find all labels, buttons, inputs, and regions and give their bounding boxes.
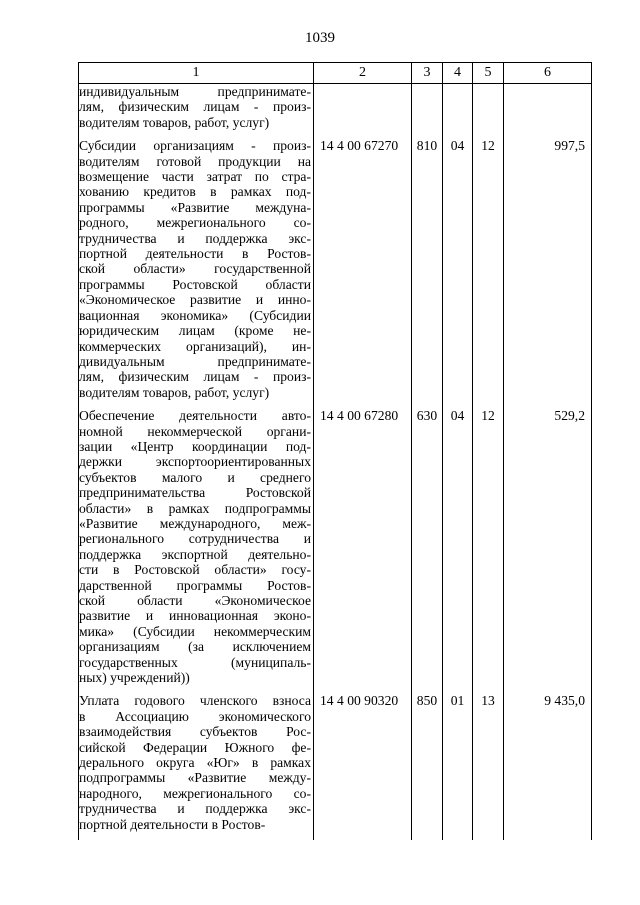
- description-line: взаимодействия субъектов Рос-: [79, 724, 311, 740]
- header-col-1: 1: [79, 63, 314, 84]
- row-rz: 04: [443, 138, 473, 408]
- description-line: организациям (за исключением: [79, 639, 311, 655]
- description-line: родного, межрегионального со-: [79, 215, 311, 231]
- table-row: [79, 408, 592, 693]
- description-line: «Развитие международного, меж-: [79, 515, 311, 531]
- table-header: [79, 63, 592, 84]
- table-body: [79, 84, 592, 841]
- header-col-4: 4: [443, 63, 473, 84]
- table-row: [79, 84, 592, 139]
- description-line: сийской Федерации Южного фе-: [79, 739, 311, 755]
- description-line: трудничества и поддержка экс-: [79, 230, 311, 246]
- description-line: государственных (муниципаль-: [79, 654, 311, 670]
- description-line: программы «Развитие междуна-: [79, 199, 311, 215]
- description-line: возмещение части затрат по стра-: [79, 169, 311, 185]
- description-line: в Ассоциацию экономического: [79, 708, 311, 724]
- description-line: ных) учреждений)): [79, 670, 190, 686]
- description-line: портной деятельности в Ростов-: [79, 816, 266, 832]
- row-amount: 997,5: [504, 138, 592, 408]
- header-col-2: 2: [314, 63, 412, 84]
- description-line: зации «Центр координации под-: [79, 438, 311, 454]
- description-line: дарственной программы Ростов-: [79, 577, 311, 593]
- row-description: [79, 138, 314, 408]
- row-rz: [443, 84, 473, 139]
- row-pr: 12: [473, 408, 504, 693]
- row-rz: 01: [443, 693, 473, 840]
- row-description: [79, 84, 314, 139]
- description-line: дерального округа «Юг» в рамках: [79, 755, 311, 771]
- description-line: предпринимательства Ростовской: [79, 485, 311, 501]
- row-amount: 529,2: [504, 408, 592, 693]
- row-amount: 9 435,0: [504, 693, 592, 840]
- description-line: хованию кредитов в рамках под-: [79, 184, 311, 200]
- description-line: коммерческих организаций), ин-: [79, 338, 311, 354]
- description-line: программы Ростовской области: [79, 276, 311, 292]
- description-line: индивидуальным предпринимате-: [79, 84, 311, 99]
- description-line: лям, физическим лицам - произ-: [79, 369, 311, 385]
- description-line: регионального сотрудничества и: [79, 531, 311, 547]
- row-vr: 810: [412, 138, 443, 408]
- row-code: 14 4 00 67280: [314, 408, 412, 693]
- description-line: сти в Ростовской области» госу-: [79, 562, 311, 578]
- row-amount: [504, 84, 592, 139]
- table-row: [79, 693, 592, 840]
- row-code: 14 4 00 90320: [314, 693, 412, 840]
- description-line: дивидуальным предпринимате-: [79, 353, 311, 369]
- description-line: развитие и инновационная эконо-: [79, 608, 311, 624]
- row-description: [79, 693, 314, 840]
- header-row: [79, 63, 592, 84]
- description-line: портной деятельности в Ростов-: [79, 246, 311, 262]
- budget-table: [78, 62, 592, 840]
- description-line: ской области «Экономическое: [79, 593, 311, 608]
- description-line: водителям товаров, работ, услуг): [79, 384, 270, 400]
- description-line: Уплата годового членского взноса: [79, 693, 311, 709]
- description-line: подпрограммы «Развитие между-: [79, 770, 311, 786]
- description-line: номной некоммерческой органи-: [79, 423, 311, 439]
- row-vr: [412, 84, 443, 139]
- description-line: держки экспортоориентированных: [79, 454, 311, 470]
- description-line: народного, межрегионального со-: [79, 785, 311, 801]
- row-code: 14 4 00 67270: [314, 138, 412, 408]
- description-line: водителям готовой продукции на: [79, 153, 311, 169]
- description-line: вационная экономика» (Субсидии: [79, 307, 311, 323]
- description-line: поддержка экспортной деятельно-: [79, 546, 311, 562]
- description-line: лям, физическим лицам - произ-: [79, 99, 311, 115]
- description-line: Обеспечение деятельности авто-: [79, 408, 311, 424]
- row-pr: 13: [473, 693, 504, 840]
- row-pr: 12: [473, 138, 504, 408]
- header-col-3: 3: [412, 63, 443, 84]
- row-code: [314, 84, 412, 139]
- description-line: трудничества и поддержка экс-: [79, 801, 311, 817]
- description-line: юридическим лицам (кроме не-: [79, 323, 311, 339]
- description-line: субъектов малого и среднего: [79, 469, 311, 485]
- description-line: области» в рамках подпрограммы: [79, 500, 311, 516]
- table-row: [79, 138, 592, 408]
- row-pr: [473, 84, 504, 139]
- description-line: «Экономическое развитие и инно-: [79, 292, 311, 308]
- header-col-6: 6: [504, 63, 592, 84]
- row-rz: 04: [443, 408, 473, 693]
- header-col-5: 5: [473, 63, 504, 84]
- page-number: 1039: [305, 30, 335, 46]
- description-line: ской области» государственной: [79, 261, 311, 277]
- row-vr: 850: [412, 693, 443, 840]
- row-vr: 630: [412, 408, 443, 693]
- row-description: [79, 408, 314, 693]
- description-line: мика» (Субсидии некоммерческим: [79, 623, 311, 639]
- description-line: Субсидии организациям - произ-: [79, 138, 311, 154]
- description-line: водителям товаров, работ, услуг): [79, 114, 270, 130]
